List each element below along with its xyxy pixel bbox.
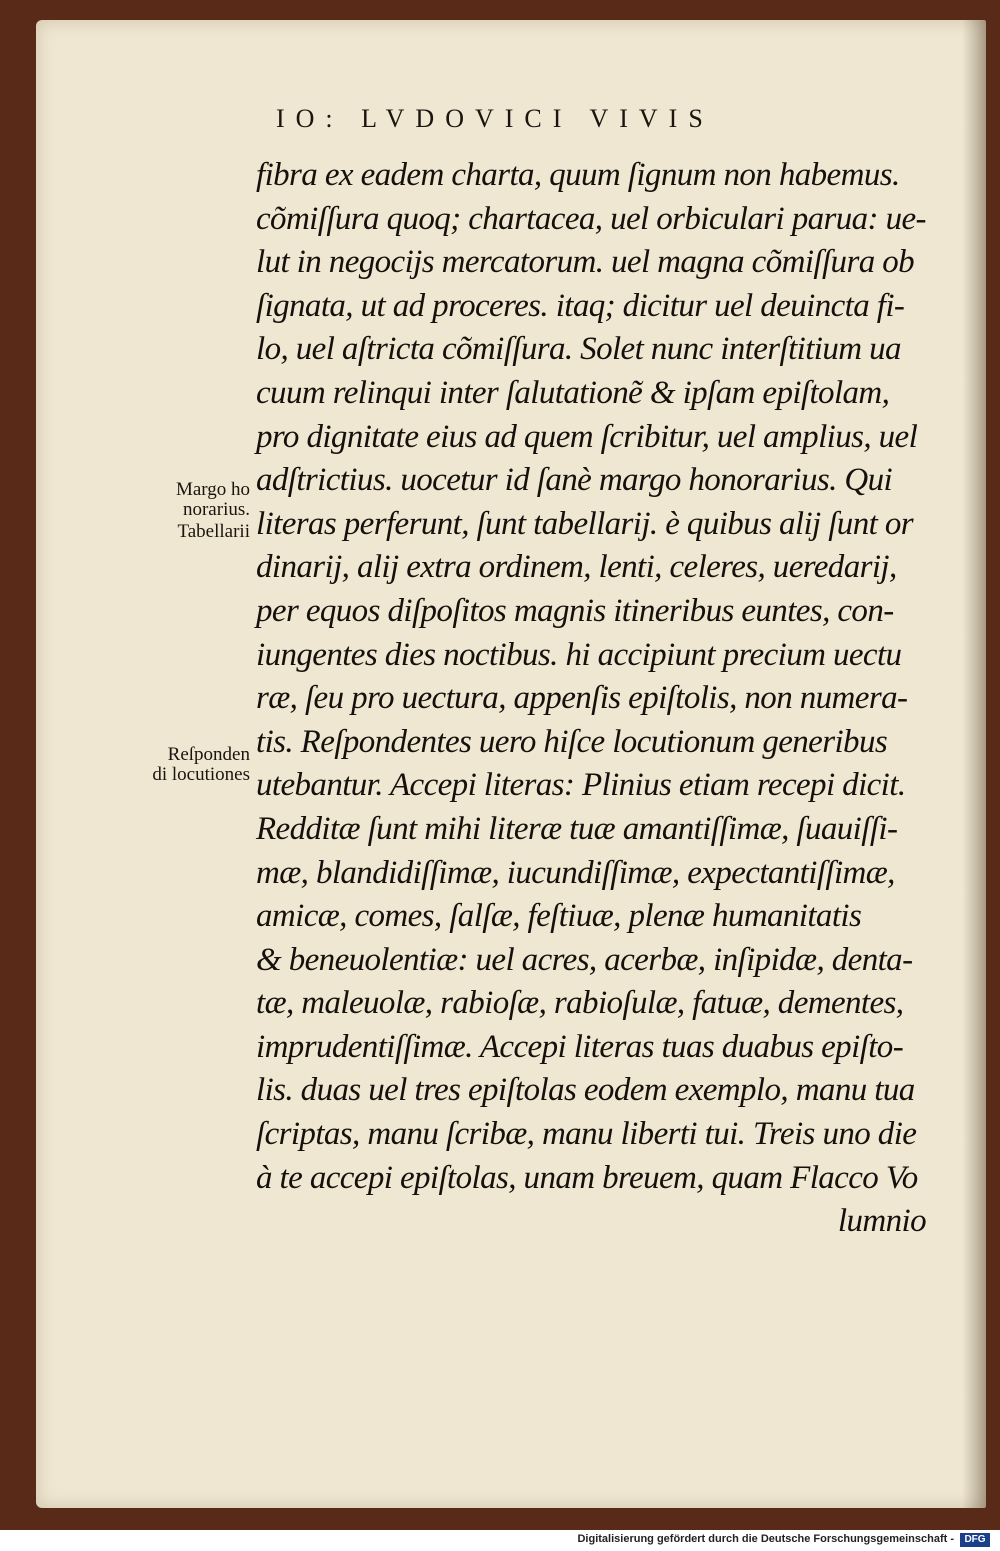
text-line: Redditæ ſunt mihi literæ tuæ amantiſſimæ, ſuauiſſi- (256, 810, 898, 847)
marginal-note-line: Tabellarii (177, 521, 250, 542)
text-line: pro dignitate eius ad quem ſcribitur, uel amplius, uel (256, 418, 918, 455)
catchword: lumnio (837, 1203, 926, 1240)
text-line: tæ, maleuolæ, rabioſæ, rabioſulæ, fatuæ, dementes, (256, 985, 904, 1022)
text-line: ræ, ſeu pro uectura, appenſis epiſtolis, non numera- (256, 680, 908, 717)
text-line: fibra ex eadem charta, quum ſignum non habemus. (256, 157, 900, 193)
text-line: imprudentiſſimæ. Accepi literas tuas duabus epiſto- (256, 1028, 904, 1065)
footer-bar (0, 1530, 1000, 1551)
marginal-note-respondendi (110, 745, 250, 785)
page-edge-shadow (962, 20, 986, 1508)
text-line: mæ, blandidiſſimæ, iucundiſſimæ, expectantiſſimæ, (256, 854, 895, 891)
dfg-logo: DFG (960, 1533, 990, 1547)
text-line: lo, uel aſtricta cõmiſſura. Solet nunc interſtitium ua (256, 331, 901, 368)
text-line: amicæ, comes, ſalſæ, feſtiuæ, plenæ humanitatis (256, 898, 862, 935)
marginal-note-margo (110, 480, 250, 520)
text-line: dinarij, alij extra ordinem, lenti, celeres, ueredarij, (256, 549, 897, 586)
marginal-note-line: di locutiones (152, 764, 250, 785)
marginal-note-line: norarius. (182, 499, 250, 520)
body-text (256, 154, 946, 1244)
text-line: literas perferunt, ſunt tabellarij. è quibus alij ſunt or (256, 505, 913, 542)
marginal-note-tabellarii (110, 522, 250, 542)
text-line: tis. Reſpondentes uero hiſce locutionum generibus (256, 723, 888, 760)
marginal-note-line: Margo ho (175, 479, 250, 500)
text-line: utebantur. Accepi literas: Plinius etiam recepi dicit. (256, 767, 906, 804)
text-line: lut in negocijs mercatorum. uel magna cõmiſſura ob (256, 244, 915, 281)
marginal-note-line: Reſponden (167, 744, 250, 765)
text-line: iungentes dies noctibus. hi accipiunt precium uectu (256, 636, 902, 673)
text-line: à te accepi epiſtolas, unam breuem, quam Flacco Vo (256, 1159, 918, 1196)
running-head: IO: LVDOVICI VIVIS (276, 104, 714, 133)
text-line: cõmiſſura quoq; chartacea, uel orbiculari parua: ue- (256, 200, 926, 237)
text-line: & beneuolentiæ: uel acres, acerbæ, inſipidæ, denta- (256, 941, 913, 978)
text-line: adſtrictius. uocetur id ſanè margo honorarius. Qui (256, 462, 893, 499)
footer-credit: Digitalisierung gefördert durch die Deutsche Forschungsgemeinschaft - (577, 1533, 954, 1545)
text-line: cuum relinqui inter ſalutationẽ & ipſam epiſtolam, (256, 374, 890, 411)
text-line: ſignata, ut ad proceres. itaq; dicitur uel deuincta fi- (256, 287, 905, 324)
text-line: per equos diſpoſitos magnis itineribus euntes, con- (256, 592, 894, 629)
text-line: lis. duas uel tres epiſtolas eodem exemplo, manu tua (256, 1072, 915, 1109)
text-line: ſcriptas, manu ſcribæ, manu liberti tui. Treis uno die (256, 1116, 917, 1153)
